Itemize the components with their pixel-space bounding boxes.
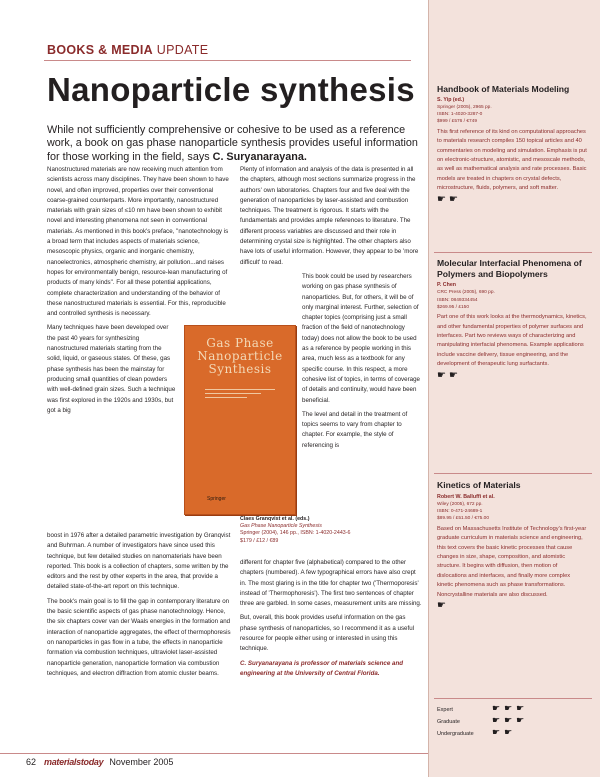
book-cover-subtitle-lines — [205, 386, 275, 401]
paragraph: The level and detail in the treatment of topics seems to vary from chapter to chapter. For example, the style of referencing is — [302, 410, 408, 449]
page-number: 62 — [26, 757, 37, 767]
book-cover-title: Gas Phase Nanoparticle Synthesis — [197, 336, 283, 376]
book-isbn: ISBN: 0-471-24689-1 — [437, 509, 483, 515]
sidebar-book-1 — [437, 84, 587, 205]
book-cover-image — [184, 325, 296, 515]
rating-icons: ☛☛ — [492, 727, 517, 737]
sidebar-rule — [434, 698, 592, 699]
paragraph: boost in 1976 after a detailed parametric investigation by Granqvist and Buhrman. A number of investigators have since used this technique, but few detailed studies on nanomaterials have been reported. This book is a collection of chapters, some written by the editors and the rest by other experts in the area, that provide a detailed state-of-the-art report on this technique. — [47, 532, 231, 591]
section-subname: UPDATE — [153, 43, 209, 57]
book-title: Kinetics of Materials — [437, 480, 521, 490]
sidebar-divider — [428, 0, 429, 777]
paragraph: Plenty of information and analysis of the data is presented in all the chapters, although most sections summarize progress in the authors' own laboratories. Chapters four and five deal with the generation of nanoparticles by laser-assisted and combustion techniques. The treatment is rigorous. It starts with the fundamentals and provides ample references to literature. The different process variables are discussed and their role in determining crystal size is highlighted. The other chapters also have lots of useful information. However, they appear to be 'more difficult' to read. — [240, 166, 419, 266]
book-meta — [437, 282, 587, 311]
book-publisher: CRC Press (2005), 690 pp. — [437, 290, 495, 296]
footer-rule — [0, 753, 428, 754]
book-caption — [240, 516, 430, 545]
book-isbn: ISBN: 0849334454 — [437, 297, 478, 303]
sidebar-book-3 — [437, 480, 587, 611]
rating-key — [437, 704, 587, 740]
sidebar-book-2 — [437, 258, 587, 381]
book-author: Robert W. Balluffi et al. — [437, 493, 495, 500]
book-title: Molecular Interfacial Phenomena of Polymers and Biopolymers — [437, 258, 582, 279]
standfirst-author: C. Suryanarayana. — [212, 150, 307, 163]
book-isbn: ISBN: 1-4020-3287-0 — [437, 112, 483, 118]
book-publisher: Springer (2005), 2965 pp. — [437, 104, 492, 110]
rating-level: Graduate — [437, 719, 460, 725]
rating-icons: ☛☛☛ — [492, 703, 529, 713]
sidebar-rule — [434, 473, 592, 474]
standfirst-text: While not sufficiently comprehensive or cohesive to be used as a reference work, a book on gas phase nanoparticle synthesis provides useful information for those working in the field, says — [47, 124, 418, 163]
book-review: Part one of this work looks at the thermodynamics, kinetics, and other fundamental properties of polymer surfaces and interfaces. Part two reviews ways of characterizing and manipulating interfacial phenomena. Example applications include vaccine delivery, tissue engineering, and the development of therapeutic lung surfactants. — [437, 314, 587, 368]
book-author: S. Yip (ed.) — [437, 96, 465, 103]
book-publisher: Wiley (2005), 672 pp. — [437, 501, 483, 507]
sidebar-rule — [434, 252, 592, 253]
caption-book-title: Gas Phase Nanoparticle Synthesis — [240, 523, 322, 530]
magazine-logo: materialstoday — [44, 757, 104, 767]
book-meta — [437, 494, 587, 523]
caption-details: Springer (2004), 146 pp., ISBN: 1-4020-2443-6 — [240, 530, 351, 537]
rating-level: Expert — [437, 707, 453, 713]
book-rating: ☛☛ — [437, 369, 461, 381]
book-review: This first reference of its kind on computational approaches to materials research compiles 150 topical articles and 40 commentaries on modeling and simulation. Emphasis is put on electronic-structure, atomistic, and mesoscale methods, as well as mathematical analysis and rate processes. Basic models are treated in chapters on crystal defects, microstructure, fluids, polymers, and soft matter. — [437, 128, 587, 192]
rating-level: Undergraduate — [437, 731, 474, 737]
book-rating: ☛ — [437, 599, 449, 611]
book-author: P. Chen — [437, 282, 457, 288]
paragraph: This book could be used by researchers working on gas phase synthesis of nanoparticles. But, for others, it will be of only marginal interest. Further, selection of chapter topics (comprising just a small fraction of the field of nanotechnology today) does not allow the book to be used as a reference by people working in this area, much less as a textbook for any specific course. In this respect, a more cohesive list of topics, in terms of coverage of details and continuity, would have been beneficial. — [302, 272, 420, 404]
section-tag — [47, 43, 208, 57]
article-standfirst — [47, 124, 419, 164]
book-title: Handbook of Materials Modeling — [437, 84, 570, 94]
section-name: BOOKS & MEDIA — [47, 43, 153, 57]
paragraph: Many techniques have been developed over the past 40 years for synthesizing nanostructured materials starting from the solid, liquid, or gaseous states. Of these, gas phase synthesis has been the mainstay for producing small quantities of clean powders with well-defined grain sizes. Such a technique was first explored in the 1920s and 1930s, but got a big — [47, 324, 176, 414]
book-rating: ☛☛ — [437, 193, 461, 205]
rating-icons: ☛☛☛ — [492, 715, 529, 725]
book-cover-publisher: Springer — [207, 496, 226, 502]
page-footer — [26, 757, 173, 767]
paragraph: But, overall, this book provides useful information on the gas phase synthesis of nanoparticles, so I recommend it as a useful resource for people either using or interested in using this technique. — [240, 614, 415, 653]
book-meta — [437, 97, 587, 126]
article-title: Nanoparticle synthesis — [47, 71, 415, 108]
book-review: Based on Massachusetts Institute of Technology's first-year graduate curriculum in materials science and engineering, this text covers the basic kinetic processes that cause changes in size, shape, composition, and atomistic structure. It begins with diffusion, then motion of dislocations and interfaces, and finally more complex kinetic phenomena such as phase transformations. Noncrystalline materials are also discussed. — [437, 525, 587, 598]
book-price: $269.95 / £150 — [437, 304, 470, 310]
paragraph: The book's main goal is to fill the gap in contemporary literature on the basic scientific aspects of gas phase nanotechnology. Hence, the six chapters cover van der Waals energies in the formation and interaction of nanoparticle aggregates, the effect of thermophoresis on nanoparticles in gas flow in a tube, the effects in nanoparticle formation via combustion techniques, ultraviolet laser-assisted nanoparticle generation, nanoparticle formation via combustion techniques, and electron diffraction from atomic cluster beams. — [47, 597, 231, 677]
caption-price: $179 / £12 / €89 — [240, 537, 279, 544]
author-byline: C. Suryanarayana is professor of materials science and engineering at the University of Central Florida. — [240, 659, 404, 677]
book-price: $89.95 / £51.50 / €75.00 — [437, 516, 490, 522]
book-price: $999 / £576 / €749 — [437, 119, 478, 125]
issue-date: November 2005 — [109, 757, 174, 767]
section-rule — [44, 60, 411, 61]
article-column-2-lower — [240, 558, 423, 683]
article-column-1-lower — [47, 531, 232, 683]
rating-key-row — [437, 728, 587, 740]
caption-editors: Claes Granqvist et al. (eds.) — [240, 516, 310, 522]
paragraph: different for chapter five (alphabetical) compared to the other chapters (numbered). A few typographical errors have also crept in. The most glaring is in the title for chapter two ('Thermoporesis' instead of 'Thermophoresis'). The first two sentences of chapter three are garbled. In some cases, measurement units are missing. — [240, 559, 422, 608]
paragraph: Nanostructured materials are now receiving much attention from scientists across many disciplines. They have been shown to have novel, and often improved, properties over their conventional coarse-grained counterparts. More importantly, nanostructured materials with grain sizes of ≤10 nm have been shown to exhibit novel and interesting phenomena not seen in conventional materials. As mentioned in this book's preface, "nanotechnology is a broad term that includes aspects of materials science, mesoscopic physics, organic and inorganic chemistry, nanoelectronics, atmospheric chemistry, air pollution...and raises hopes for environmentally benign, resource-lean manufacturing of products of many kinds". For all these potential applications, complete characterization and understanding of the behavior of these nanostructured materials is essential. For this, reproducible and controlled synthesis is necessary. — [47, 166, 229, 318]
